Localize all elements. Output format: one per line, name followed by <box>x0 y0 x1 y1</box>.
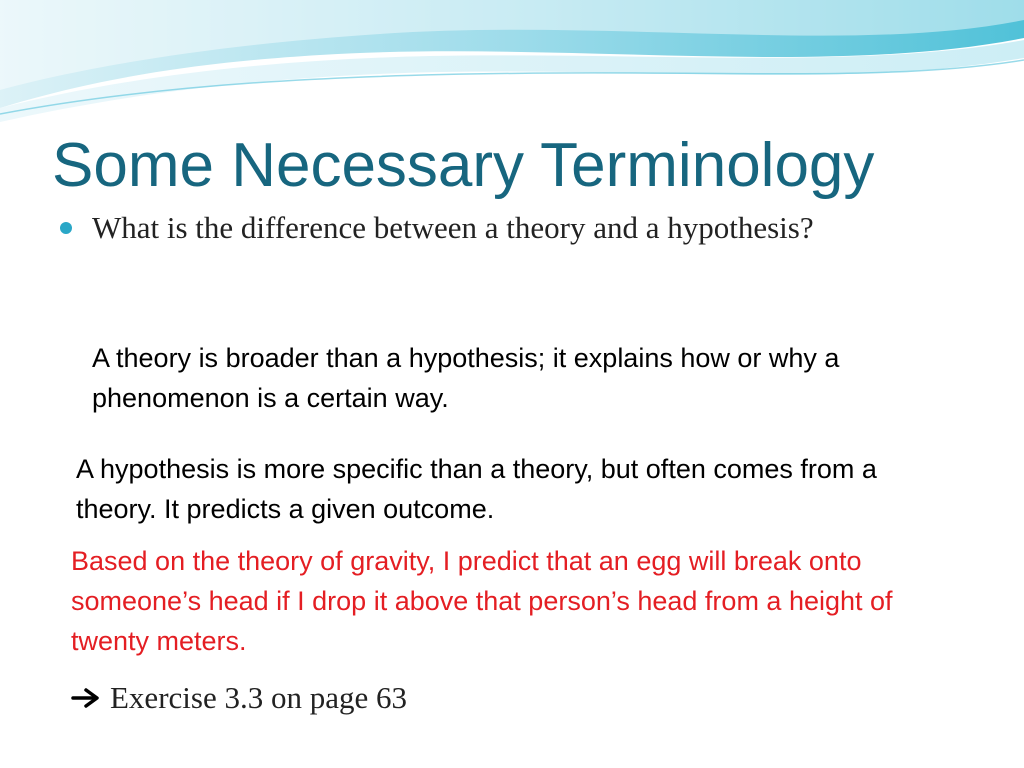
hypothesis-definition: A hypothesis is more specific than a theory, but often comes from a theory. It predicts a given outcome. <box>76 454 877 524</box>
theory-definition: A theory is broader than a hypothesis; it explains how or why a phenomenon is a certain way. <box>92 343 840 413</box>
arrow-right-icon <box>70 685 104 711</box>
decorative-wave-header <box>0 0 1024 130</box>
exercise-reference <box>70 676 407 720</box>
bullet-question: What is the difference between a theory and a hypothesis? <box>92 210 814 245</box>
bullet-item <box>60 206 840 250</box>
exercise-label: Exercise 3.3 on page 63 <box>110 680 407 715</box>
slide-title: Some Necessary Terminology <box>52 131 875 200</box>
bullet-dot-icon <box>60 222 72 234</box>
hypothesis-example: Based on the theory of gravity, I predict that an egg will break onto someone’s head if I drop it above that person’s head from a height of twenty meters. <box>71 546 893 656</box>
